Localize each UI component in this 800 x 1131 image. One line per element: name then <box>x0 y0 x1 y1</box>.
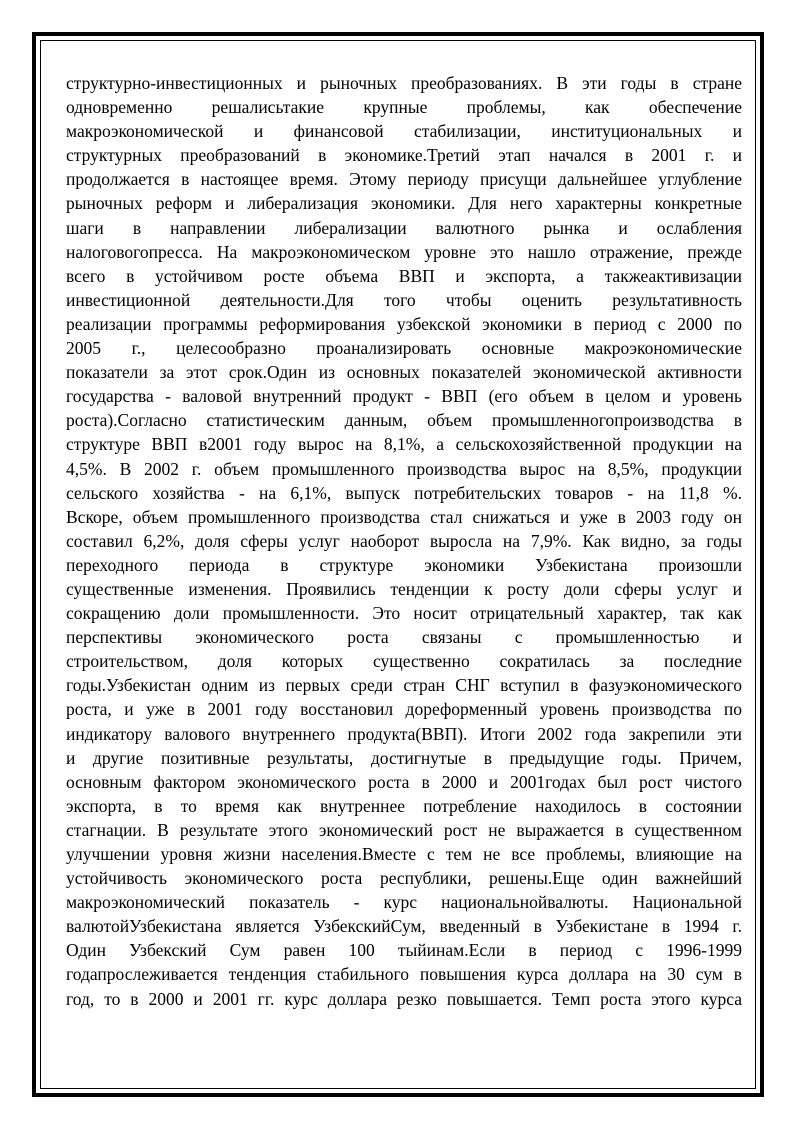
text-line: макроэкономический показатель - курс национальнойвалюты. Национальной <box>66 892 742 913</box>
text-line: одновременно решалисьтакие крупные проблемы, как обеспечение <box>66 97 742 118</box>
text-line: строительством, доля которых существенно сократилась за последние <box>66 651 742 672</box>
text-line: улучшении уровня жизни населения.Вместе с тем не все проблемы, влияющие на <box>66 844 742 864</box>
text-line: стагнации. В результате этого экономический рост не выражается в существенном <box>66 819 742 840</box>
text-line: составил 6,2%, доля сферы услуг наоборот выросла на 7,9%. Как видно, за годы <box>66 530 742 551</box>
text-line: структуре ВВП в2001 году вырос на 8,1%, а сельскохозяйственной продукции на <box>66 434 742 455</box>
text-line: шаги в направлении либерализации валютного рынка и ослабления <box>66 217 742 238</box>
text-line: 2005 г., целесообразно проанализировать основные макроэкономические <box>66 338 742 359</box>
text-line: структурных преобразований в экономике.Третий этап начался в 2001 г. и <box>66 145 742 166</box>
text-line: существенные изменения. Проявились тенденции к росту доли сферы услуг и <box>66 578 742 599</box>
text-line: переходного периода в структуре экономики Узбекистана произошли <box>66 554 742 575</box>
text-line: государства - валовой внутренний продукт - ВВП (его объем в целом и уровень <box>66 386 742 407</box>
text-line: годапрослеживается тенденция стабильного повышения курса доллара на 30 сум в <box>66 964 742 985</box>
text-line: индикатору валового внутреннего продукта(ВВП). Итоги 2002 года закрепили эти <box>66 723 742 744</box>
text-line: Один Узбекский Сум равен 100 тыйинам.Если в период с 1996-1999 <box>66 940 742 961</box>
text-line: и другие позитивные результаты, достигнутые в предыдущие годы. Причем, <box>66 747 742 768</box>
text-line: сельского хозяйства - на 6,1%, выпуск потребительских товаров - на 11,8 %. <box>66 482 742 503</box>
text-line: реализации программы реформирования узбекской экономики в период с 2000 по <box>66 313 742 334</box>
text-line: Вскоре, объем промышленного производства стал снижаться и уже в 2003 году он <box>66 506 742 527</box>
text-line: устойчивость экономического роста республики, решены.Еще один важнейший <box>66 868 742 889</box>
text-line: роста).Согласно статистическим данным, объем промышленногопроизводства в <box>66 410 742 431</box>
text-line: год, то в 2000 и 2001 гг. курс доллара резко повышается. Темп роста этого курса <box>66 988 742 1009</box>
text-line: экспорта, в то время как внутреннее потребление находилось в состоянии <box>66 795 742 816</box>
text-line: годы.Узбекистан одним из первых среди стран СНГ вступил в фазуэкономического <box>66 675 742 696</box>
text-line: сокращению доли промышленности. Это носит отрицательный характер, так как <box>66 603 742 624</box>
text-line: показатели за этот срок.Один из основных показателей экономической активности <box>66 362 742 383</box>
text-line: основным фактором экономического роста в 2000 и 2001годах был рост чистого <box>66 771 742 792</box>
document-body <box>66 71 742 1011</box>
text-line: роста, и уже в 2001 году восстановил дореформенный уровень производства по <box>66 699 742 720</box>
text-line: структурно-инвестиционных и рыночных преобразованиях. В эти годы в стране <box>66 73 742 93</box>
text-line: рыночных реформ и либерализация экономики. Для него характерны конкретные <box>66 193 742 214</box>
text-line: валютойУзбекистана является УзбекскийСум, введенный в Узбекистане в 1994 г. <box>66 916 742 937</box>
text-line: перспективы экономического роста связаны с промышленностью и <box>66 627 742 648</box>
text-line: инвестиционной деятельности.Для того чтобы оценить результативность <box>66 289 742 310</box>
text-line: 4,5%. В 2002 г. объем промышленного производства вырос на 8,5%, продукции <box>66 458 742 479</box>
text-line: всего в устойчивом росте объема ВВП и экспорта, а такжеактивизации <box>66 265 742 286</box>
text-line: налоговогопресса. На макроэкономическом уровне это нашло отражение, прежде <box>66 241 742 262</box>
text-line: макроэкономической и финансовой стабилизации, институциональных и <box>66 121 742 142</box>
text-line: продолжается в настоящее время. Этому периоду присущи дальнейшее углубление <box>66 169 742 190</box>
